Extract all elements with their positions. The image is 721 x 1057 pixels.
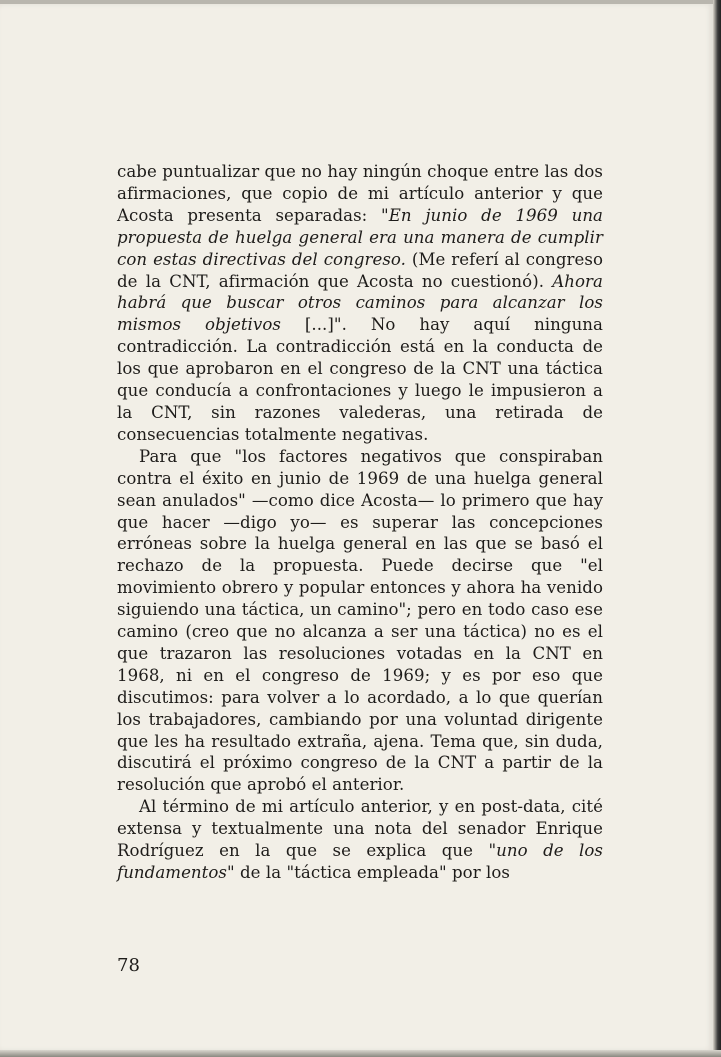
page-number: 78 (117, 955, 140, 976)
paragraph-2: Para que "los factores negativos que conspiraban contra el éxito en junio de 1969 de una huelga general sean anulados" —como dice Acosta— lo primero que hay que hacer —digo yo— es superar las concepciones erróneas sobre la huelga general en las que se basó el rechazo de la propuesta. Puede decirse que "el movimiento obrero y popular entonces y ahora ha venido siguiendo una táctica, un camino"; pero en todo caso ese camino (creo que no alcanza a ser una táctica) no es el que trazaron las resoluciones votadas en la CNT en 1968, ni en el congreso de 1969; y es por eso que discutimos: para volver a lo acordado, a lo que querían los trabajadores, cambiando por una voluntad dirigente que les ha resultado extraña, ajena. Tema que, sin duda, discutirá el próximo congreso de la CNT a partir de la resolución que aprobó el anterior. (117, 446, 603, 795)
p1-text-1: cabe puntualizar que no hay ningún choque entre las dos afirmaciones, que copio de mi artículo anterior y que Acosta presenta separadas: " (117, 162, 603, 225)
p3-italic-quote: uno de los fundamentos (117, 841, 603, 882)
body-text (117, 161, 603, 884)
book-page (0, 4, 713, 1051)
p1-text-3: [...]". No hay aquí ninguna contradicción. La contradicción está en la conducta de los que aprobaron en el congreso de la CNT una táctica que conducía a confrontaciones y luego le impusieron a la CNT, sin razones valederas, una retirada de consecuencias totalmente negativas. (117, 315, 603, 444)
page-edge-right (713, 0, 721, 1057)
p3-text-2: " de la "táctica empleada" por los (227, 863, 510, 882)
p1-italic-quote-1: En junio de 1969 una propuesta de huelga general era una manera de cumplir con estas directivas del congreso. (117, 205, 604, 269)
paragraph-3 (117, 796, 603, 884)
page-edge-bottom (0, 1050, 721, 1057)
p3-text-1: Al término de mi artículo anterior, y en post-data, cité extensa y textualmente una nota del senador Enrique Rodríguez en la que se explica que " (117, 797, 603, 861)
paragraph-1 (117, 161, 603, 446)
p1-italic-quote-2: Ahora habrá que buscar otros caminos para alcanzar los mismos objetivos (117, 271, 603, 335)
p1-text-2: (Me referí al congreso de la CNT, afirmación que Acosta no cuestionó). (117, 249, 603, 291)
